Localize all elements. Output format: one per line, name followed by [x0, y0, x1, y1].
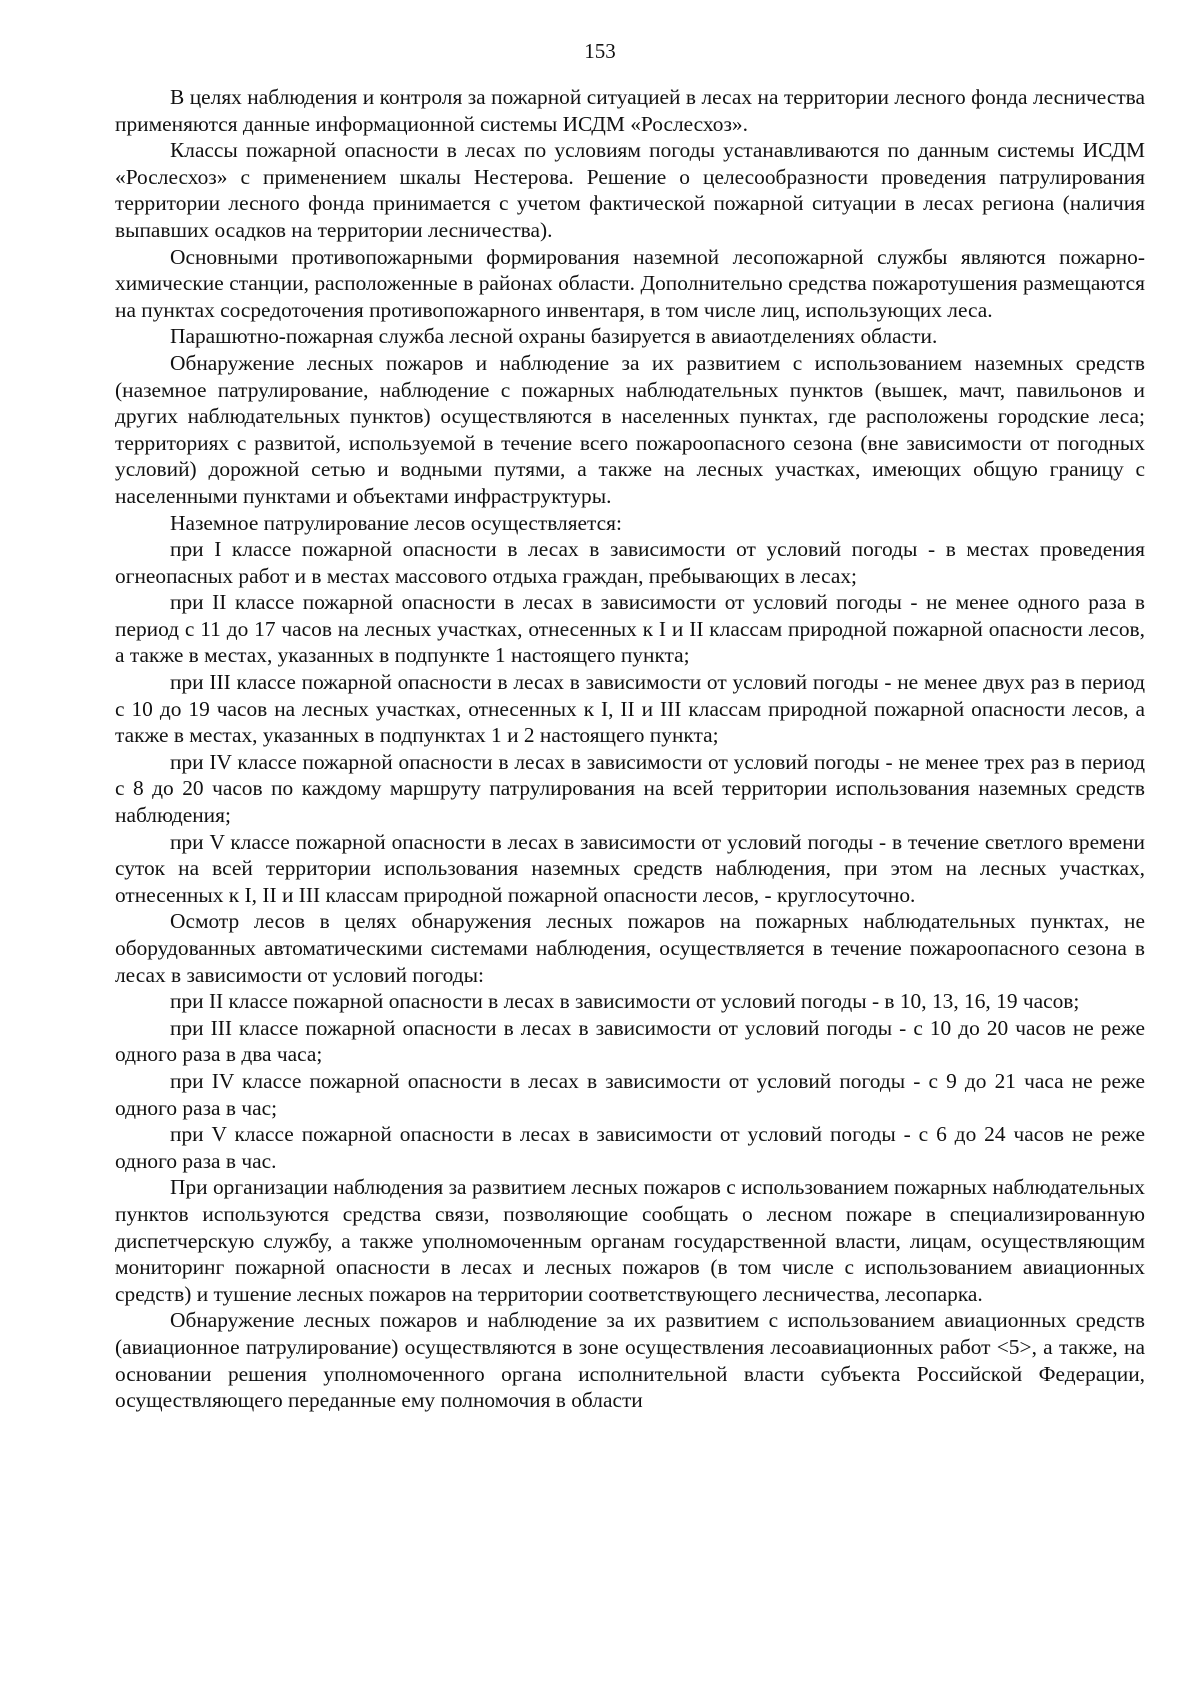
paragraph-15: при IV классе пожарной опасности в лесах в зависимости от условий погоды - с 9 до 21 часа не реже одного раза в час;: [115, 1068, 1145, 1120]
paragraph-17: При организации наблюдения за развитием лесных пожаров с использованием пожарных наблюдательных пунктов используются средства связи, позволяющие сообщать о лесном пожаре в специализированную диспетчерскую службу, а также уполномоченным органам государственной власти, лицам, осуществляющим мониторинг пожарной опасности в лесах и лесных пожаров (в том числе с использованием авиационных средств) и тушение лесных пожаров на территории соответствующего лесничества, лесопарка.: [115, 1175, 1145, 1306]
paragraph-11: при V классе пожарной опасности в лесах в зависимости от условий погоды - в течение светлого времени суток на всей территории использования наземных средств наблюдения, при этом на лесных участках, отнесенных к I, II и III классам природной пожарной опасности лесов, - круглосуточно.: [115, 829, 1145, 907]
paragraph-12: Осмотр лесов в целях обнаружения лесных пожаров на пожарных наблюдательных пунктах, не оборудованных автоматическими системами наблюдения, осуществляется в течение пожароопасного сезона в лесах в зависимости от условий погоды:: [115, 909, 1145, 987]
paragraph-10: при IV классе пожарной опасности в лесах в зависимости от условий погоды - не менее трех раз в период с 8 до 20 часов по каждому маршруту патрулирования на всей территории использования наземных средств наблюдения;: [115, 749, 1145, 828]
paragraph-16: при V классе пожарной опасности в лесах в зависимости от условий погоды - с 6 до 24 часов не реже одного раза в час.: [115, 1122, 1145, 1173]
paragraph-7: при I классе пожарной опасности в лесах в зависимости от условий погоды - в местах проведения огнеопасных работ и в местах массового отдыха граждан, пребывающих в лесах;: [115, 537, 1145, 588]
document-body: [115, 84, 1145, 1414]
paragraph-18: Обнаружение лесных пожаров и наблюдение за их развитием с использованием авиационных средств (авиационное патрулирование) осуществляются в зоне осуществления лесоавиационных работ <5>, а также, на основании решения уполномоченного органа исполнительной власти субъекта Российской Федерации, осуществляющего переданные ему полномочия в области: [115, 1308, 1145, 1413]
paragraph-4: Парашютно-пожарная служба лесной охраны базируется в авиаотделениях области.: [170, 324, 938, 349]
paragraph-14: при III классе пожарной опасности в лесах в зависимости от условий погоды - с 10 до 20 часов не реже одного раза в два часа;: [115, 1015, 1145, 1067]
paragraph-9: при III классе пожарной опасности в лесах в зависимости от условий погоды - не менее двух раз в период с 10 до 19 часов на лесных участках, отнесенных к I, II и III классам природной пожарной опасности лесов, а также в местах, указанных в подпунктах 1 и 2 настоящего пункта;: [115, 670, 1145, 748]
paragraph-1: В целях наблюдения и контроля за пожарной ситуацией в лесах на территории лесного фонда лесничества применяются данные информационной системы ИСДМ «Рослесхоз».: [115, 85, 1145, 136]
paragraph-13: при II классе пожарной опасности в лесах в зависимости от условий погоды - в 10, 13, 16, 19 часов;: [170, 989, 1080, 1014]
paragraph-3: Основными противопожарными формирования наземной лесопожарной службы являются пожарно-химические станции, расположенные в районах области. Дополнительно средства пожаротушения размещаются на пунктах сосредоточения противопожарного инвентаря, в том числе лиц, использующих леса.: [115, 244, 1145, 322]
paragraph-5: Обнаружение лесных пожаров и наблюдение за их развитием с использованием наземных средств (наземное патрулирование, наблюдение с пожарных наблюдательных пунктов (вышек, мачт, павильонов и других наблюдательных пунктов) осуществляются в населенных пунктах, где расположены городские леса; территориях с развитой, используемой в течение всего пожароопасного сезона (вне зависимости от погодных условий) дорожной сетью и водными путями, а также на лесных участках, имеющих общую границу с населенными пунктами и объектами инфраструктуры.: [115, 350, 1145, 508]
paragraph-8: при II классе пожарной опасности в лесах в зависимости от условий погоды - не менее одного раза в период с 11 до 17 часов на лесных участках, отнесенных к I и II классам природной пожарной опасности лесов, а также в местах, указанных в подпункте 1 настоящего пункта;: [115, 590, 1145, 668]
paragraph-6: Наземное патрулирование лесов осуществляется:: [170, 510, 622, 535]
paragraph-2: Классы пожарной опасности в лесах по условиям погоды устанавливаются по данным системы ИСДМ «Рослесхоз» с применением шкалы Нестерова. Решение о целесообразности проведения патрулирования территории лесного фонда принимается с учетом фактической пожарной ситуации в лесах региона (наличия выпавших осадков на территории лесничества).: [115, 138, 1145, 242]
page-number: 153: [584, 39, 616, 63]
